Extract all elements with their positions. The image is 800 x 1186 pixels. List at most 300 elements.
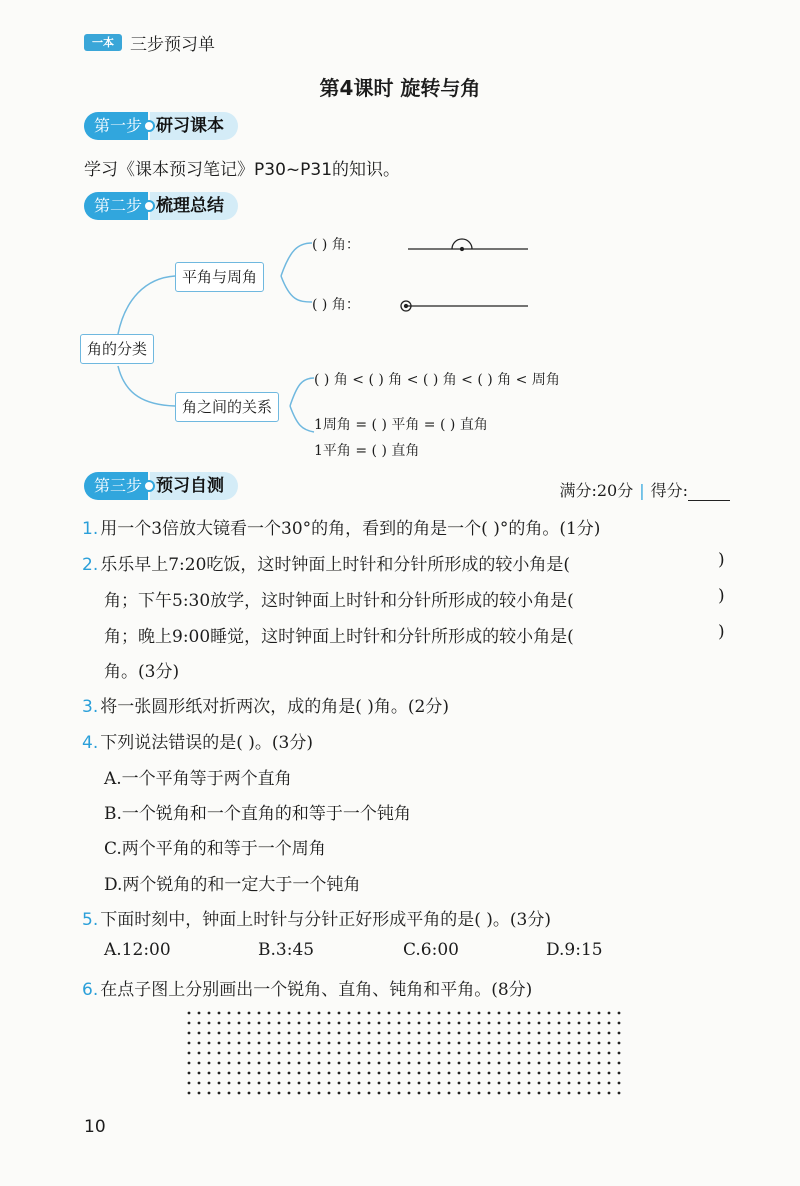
grid-dot[interactable] [488, 1072, 491, 1075]
grid-dot[interactable] [418, 1082, 421, 1085]
grid-dot[interactable] [268, 1092, 271, 1095]
grid-dot[interactable] [578, 1022, 581, 1025]
grid-dot[interactable] [408, 1052, 411, 1055]
grid-dot[interactable] [388, 1032, 391, 1035]
grid-dot[interactable] [438, 1032, 441, 1035]
grid-dot[interactable] [568, 1062, 571, 1065]
grid-dot[interactable] [518, 1022, 521, 1025]
grid-dot[interactable] [508, 1042, 511, 1045]
grid-dot[interactable] [468, 1042, 471, 1045]
grid-dot[interactable] [388, 1052, 391, 1055]
grid-dot[interactable] [598, 1042, 601, 1045]
grid-dot[interactable] [298, 1022, 301, 1025]
grid-dot[interactable] [268, 1062, 271, 1065]
grid-dot[interactable] [188, 1012, 191, 1015]
grid-dot[interactable] [488, 1032, 491, 1035]
grid-dot[interactable] [508, 1062, 511, 1065]
grid-dot[interactable] [518, 1072, 521, 1075]
grid-dot[interactable] [418, 1032, 421, 1035]
grid-dot[interactable] [548, 1092, 551, 1095]
grid-dot[interactable] [188, 1062, 191, 1065]
grid-dot[interactable] [388, 1082, 391, 1085]
grid-dot[interactable] [568, 1092, 571, 1095]
grid-dot[interactable] [498, 1032, 501, 1035]
grid-dot[interactable] [308, 1072, 311, 1075]
grid-dot[interactable] [618, 1012, 621, 1015]
grid-dot[interactable] [538, 1072, 541, 1075]
grid-dot[interactable] [398, 1052, 401, 1055]
grid-dot[interactable] [478, 1042, 481, 1045]
grid-dot[interactable] [608, 1042, 611, 1045]
grid-dot[interactable] [278, 1042, 281, 1045]
grid-dot[interactable] [458, 1042, 461, 1045]
grid-dot[interactable] [378, 1012, 381, 1015]
grid-dot[interactable] [228, 1042, 231, 1045]
grid-dot[interactable] [198, 1042, 201, 1045]
grid-dot[interactable] [478, 1072, 481, 1075]
grid-dot[interactable] [278, 1052, 281, 1055]
grid-dot[interactable] [558, 1012, 561, 1015]
grid-dot[interactable] [598, 1092, 601, 1095]
grid-dot[interactable] [438, 1072, 441, 1075]
grid-dot[interactable] [498, 1042, 501, 1045]
grid-dot[interactable] [228, 1082, 231, 1085]
grid-dot[interactable] [248, 1052, 251, 1055]
grid-dot[interactable] [538, 1042, 541, 1045]
grid-dot[interactable] [388, 1072, 391, 1075]
grid-dot[interactable] [238, 1032, 241, 1035]
grid-dot[interactable] [368, 1072, 371, 1075]
grid-dot[interactable] [218, 1082, 221, 1085]
grid-dot[interactable] [258, 1052, 261, 1055]
grid-dot[interactable] [468, 1032, 471, 1035]
grid-dot[interactable] [208, 1042, 211, 1045]
grid-dot[interactable] [418, 1022, 421, 1025]
grid-dot[interactable] [318, 1082, 321, 1085]
grid-dot[interactable] [398, 1012, 401, 1015]
grid-dot[interactable] [368, 1042, 371, 1045]
grid-dot[interactable] [268, 1072, 271, 1075]
grid-dot[interactable] [188, 1042, 191, 1045]
grid-dot[interactable] [468, 1012, 471, 1015]
grid-dot[interactable] [198, 1012, 201, 1015]
grid-dot[interactable] [478, 1092, 481, 1095]
grid-dot[interactable] [318, 1032, 321, 1035]
grid-dot[interactable] [278, 1022, 281, 1025]
grid-dot[interactable] [618, 1042, 621, 1045]
grid-dot[interactable] [468, 1092, 471, 1095]
grid-dot[interactable] [338, 1022, 341, 1025]
grid-dot[interactable] [198, 1092, 201, 1095]
grid-dot[interactable] [398, 1092, 401, 1095]
grid-dot[interactable] [278, 1082, 281, 1085]
grid-dot[interactable] [528, 1042, 531, 1045]
grid-dot[interactable] [618, 1022, 621, 1025]
grid-dot[interactable] [288, 1052, 291, 1055]
grid-dot[interactable] [438, 1092, 441, 1095]
grid-dot[interactable] [258, 1082, 261, 1085]
grid-dot[interactable] [358, 1032, 361, 1035]
grid-dot[interactable] [538, 1082, 541, 1085]
grid-dot[interactable] [568, 1052, 571, 1055]
grid-dot[interactable] [398, 1022, 401, 1025]
grid-dot[interactable] [548, 1082, 551, 1085]
grid-dot[interactable] [288, 1022, 291, 1025]
grid-dot[interactable] [488, 1012, 491, 1015]
grid-dot[interactable] [378, 1042, 381, 1045]
grid-dot[interactable] [298, 1042, 301, 1045]
grid-dot[interactable] [198, 1032, 201, 1035]
grid-dot[interactable] [258, 1092, 261, 1095]
grid-dot[interactable] [578, 1042, 581, 1045]
grid-dot[interactable] [368, 1052, 371, 1055]
grid-dot[interactable] [388, 1022, 391, 1025]
grid-dot[interactable] [278, 1012, 281, 1015]
grid-dot[interactable] [538, 1012, 541, 1015]
grid-dot[interactable] [428, 1012, 431, 1015]
grid-dot[interactable] [188, 1092, 191, 1095]
grid-dot[interactable] [248, 1092, 251, 1095]
grid-dot[interactable] [408, 1092, 411, 1095]
grid-dot[interactable] [568, 1042, 571, 1045]
grid-dot[interactable] [368, 1032, 371, 1035]
grid-dot[interactable] [238, 1022, 241, 1025]
grid-dot[interactable] [518, 1052, 521, 1055]
grid-dot[interactable] [248, 1012, 251, 1015]
grid-dot[interactable] [378, 1032, 381, 1035]
grid-dot[interactable] [328, 1012, 331, 1015]
grid-dot[interactable] [488, 1052, 491, 1055]
grid-dot[interactable] [458, 1032, 461, 1035]
grid-dot[interactable] [478, 1032, 481, 1035]
grid-dot[interactable] [568, 1072, 571, 1075]
grid-dot[interactable] [428, 1092, 431, 1095]
grid-dot[interactable] [538, 1052, 541, 1055]
grid-dot[interactable] [338, 1082, 341, 1085]
grid-dot[interactable] [588, 1022, 591, 1025]
grid-dot[interactable] [558, 1032, 561, 1035]
grid-dot[interactable] [448, 1042, 451, 1045]
grid-dot[interactable] [558, 1042, 561, 1045]
grid-dot[interactable] [398, 1082, 401, 1085]
grid-dot[interactable] [248, 1022, 251, 1025]
grid-dot[interactable] [548, 1032, 551, 1035]
grid-dot[interactable] [238, 1042, 241, 1045]
grid-dot[interactable] [548, 1022, 551, 1025]
grid-dot[interactable] [318, 1022, 321, 1025]
grid-dot[interactable] [358, 1092, 361, 1095]
grid-dot[interactable] [448, 1012, 451, 1015]
grid-dot[interactable] [228, 1092, 231, 1095]
grid-dot[interactable] [318, 1012, 321, 1015]
grid-dot[interactable] [188, 1022, 191, 1025]
grid-dot[interactable] [268, 1032, 271, 1035]
grid-dot[interactable] [188, 1072, 191, 1075]
grid-dot[interactable] [578, 1062, 581, 1065]
grid-dot[interactable] [498, 1052, 501, 1055]
grid-dot[interactable] [368, 1092, 371, 1095]
grid-dot[interactable] [208, 1012, 211, 1015]
grid-dot[interactable] [428, 1052, 431, 1055]
grid-dot[interactable] [288, 1042, 291, 1045]
grid-dot[interactable] [328, 1032, 331, 1035]
grid-dot[interactable] [508, 1022, 511, 1025]
grid-dot[interactable] [528, 1082, 531, 1085]
grid-dot[interactable] [348, 1062, 351, 1065]
grid-dot[interactable] [428, 1062, 431, 1065]
dot-grid[interactable] [186, 1010, 628, 1098]
grid-dot[interactable] [308, 1082, 311, 1085]
grid-dot[interactable] [408, 1032, 411, 1035]
grid-dot[interactable] [338, 1042, 341, 1045]
grid-dot[interactable] [618, 1082, 621, 1085]
grid-dot[interactable] [228, 1022, 231, 1025]
grid-dot[interactable] [418, 1052, 421, 1055]
grid-dot[interactable] [378, 1072, 381, 1075]
grid-dot[interactable] [298, 1092, 301, 1095]
grid-dot[interactable] [538, 1032, 541, 1035]
grid-dot[interactable] [588, 1072, 591, 1075]
grid-dot[interactable] [608, 1082, 611, 1085]
grid-dot[interactable] [368, 1022, 371, 1025]
grid-dot[interactable] [608, 1052, 611, 1055]
grid-dot[interactable] [488, 1092, 491, 1095]
grid-dot[interactable] [278, 1072, 281, 1075]
grid-dot[interactable] [458, 1012, 461, 1015]
grid-dot[interactable] [398, 1042, 401, 1045]
grid-dot[interactable] [218, 1012, 221, 1015]
grid-dot[interactable] [588, 1012, 591, 1015]
grid-dot[interactable] [448, 1062, 451, 1065]
grid-dot[interactable] [268, 1082, 271, 1085]
grid-dot[interactable] [558, 1072, 561, 1075]
grid-dot[interactable] [208, 1082, 211, 1085]
grid-dot[interactable] [198, 1062, 201, 1065]
grid-dot[interactable] [348, 1022, 351, 1025]
grid-dot[interactable] [378, 1092, 381, 1095]
grid-dot[interactable] [568, 1012, 571, 1015]
grid-dot[interactable] [428, 1072, 431, 1075]
grid-dot[interactable] [508, 1032, 511, 1035]
grid-dot[interactable] [518, 1092, 521, 1095]
grid-dot[interactable] [458, 1072, 461, 1075]
grid-dot[interactable] [598, 1022, 601, 1025]
grid-dot[interactable] [588, 1042, 591, 1045]
grid-dot[interactable] [358, 1072, 361, 1075]
grid-dot[interactable] [458, 1062, 461, 1065]
grid-dot[interactable] [218, 1042, 221, 1045]
grid-dot[interactable] [328, 1072, 331, 1075]
grid-dot[interactable] [358, 1042, 361, 1045]
grid-dot[interactable] [538, 1062, 541, 1065]
grid-dot[interactable] [388, 1062, 391, 1065]
grid-dot[interactable] [228, 1052, 231, 1055]
grid-dot[interactable] [418, 1072, 421, 1075]
grid-dot[interactable] [548, 1072, 551, 1075]
grid-dot[interactable] [368, 1012, 371, 1015]
grid-dot[interactable] [348, 1042, 351, 1045]
grid-dot[interactable] [498, 1062, 501, 1065]
grid-dot[interactable] [298, 1052, 301, 1055]
grid-dot[interactable] [568, 1022, 571, 1025]
grid-dot[interactable] [258, 1062, 261, 1065]
grid-dot[interactable] [408, 1072, 411, 1075]
grid-dot[interactable] [528, 1092, 531, 1095]
grid-dot[interactable] [278, 1032, 281, 1035]
grid-dot[interactable] [218, 1092, 221, 1095]
grid-dot[interactable] [418, 1012, 421, 1015]
grid-dot[interactable] [438, 1012, 441, 1015]
grid-dot[interactable] [338, 1052, 341, 1055]
grid-dot[interactable] [538, 1092, 541, 1095]
grid-dot[interactable] [238, 1082, 241, 1085]
grid-dot[interactable] [408, 1082, 411, 1085]
score-blank[interactable] [688, 484, 730, 501]
grid-dot[interactable] [268, 1012, 271, 1015]
grid-dot[interactable] [448, 1052, 451, 1055]
grid-dot[interactable] [488, 1022, 491, 1025]
grid-dot[interactable] [358, 1052, 361, 1055]
grid-dot[interactable] [528, 1022, 531, 1025]
grid-dot[interactable] [208, 1022, 211, 1025]
grid-dot[interactable] [578, 1082, 581, 1085]
grid-dot[interactable] [498, 1082, 501, 1085]
grid-dot[interactable] [288, 1012, 291, 1015]
grid-dot[interactable] [618, 1032, 621, 1035]
grid-dot[interactable] [298, 1072, 301, 1075]
grid-dot[interactable] [598, 1032, 601, 1035]
grid-dot[interactable] [308, 1012, 311, 1015]
grid-dot[interactable] [468, 1072, 471, 1075]
grid-dot[interactable] [328, 1062, 331, 1065]
grid-dot[interactable] [438, 1082, 441, 1085]
grid-dot[interactable] [498, 1092, 501, 1095]
grid-dot[interactable] [618, 1052, 621, 1055]
grid-dot[interactable] [348, 1052, 351, 1055]
grid-dot[interactable] [308, 1022, 311, 1025]
grid-dot[interactable] [308, 1092, 311, 1095]
grid-dot[interactable] [468, 1022, 471, 1025]
grid-dot[interactable] [268, 1022, 271, 1025]
grid-dot[interactable] [268, 1052, 271, 1055]
grid-dot[interactable] [348, 1082, 351, 1085]
grid-dot[interactable] [238, 1092, 241, 1095]
grid-dot[interactable] [598, 1082, 601, 1085]
grid-dot[interactable] [318, 1052, 321, 1055]
grid-dot[interactable] [238, 1062, 241, 1065]
grid-dot[interactable] [238, 1072, 241, 1075]
grid-dot[interactable] [188, 1082, 191, 1085]
grid-dot[interactable] [318, 1092, 321, 1095]
grid-dot[interactable] [348, 1032, 351, 1035]
grid-dot[interactable] [398, 1062, 401, 1065]
grid-dot[interactable] [468, 1062, 471, 1065]
grid-dot[interactable] [438, 1042, 441, 1045]
grid-dot[interactable] [218, 1072, 221, 1075]
grid-dot[interactable] [378, 1062, 381, 1065]
grid-dot[interactable] [378, 1082, 381, 1085]
grid-dot[interactable] [208, 1062, 211, 1065]
grid-dot[interactable] [558, 1062, 561, 1065]
grid-dot[interactable] [258, 1032, 261, 1035]
grid-dot[interactable] [488, 1082, 491, 1085]
grid-dot[interactable] [368, 1082, 371, 1085]
grid-dot[interactable] [578, 1052, 581, 1055]
grid-dot[interactable] [558, 1092, 561, 1095]
grid-dot[interactable] [218, 1032, 221, 1035]
grid-dot[interactable] [508, 1082, 511, 1085]
grid-dot[interactable] [548, 1062, 551, 1065]
grid-dot[interactable] [358, 1022, 361, 1025]
grid-dot[interactable] [338, 1072, 341, 1075]
grid-dot[interactable] [598, 1072, 601, 1075]
grid-dot[interactable] [328, 1052, 331, 1055]
grid-dot[interactable] [528, 1072, 531, 1075]
grid-dot[interactable] [478, 1062, 481, 1065]
grid-dot[interactable] [448, 1022, 451, 1025]
grid-dot[interactable] [298, 1082, 301, 1085]
grid-dot[interactable] [338, 1012, 341, 1015]
grid-dot[interactable] [618, 1092, 621, 1095]
grid-dot[interactable] [418, 1062, 421, 1065]
grid-dot[interactable] [448, 1092, 451, 1095]
grid-dot[interactable] [228, 1012, 231, 1015]
grid-dot[interactable] [568, 1032, 571, 1035]
grid-dot[interactable] [458, 1052, 461, 1055]
grid-dot[interactable] [548, 1042, 551, 1045]
grid-dot[interactable] [378, 1052, 381, 1055]
grid-dot[interactable] [198, 1072, 201, 1075]
grid-dot[interactable] [318, 1062, 321, 1065]
grid-dot[interactable] [308, 1062, 311, 1065]
grid-dot[interactable] [428, 1022, 431, 1025]
grid-dot[interactable] [288, 1062, 291, 1065]
grid-dot[interactable] [288, 1082, 291, 1085]
grid-dot[interactable] [368, 1062, 371, 1065]
grid-dot[interactable] [588, 1052, 591, 1055]
grid-dot[interactable] [308, 1032, 311, 1035]
grid-dot[interactable] [258, 1022, 261, 1025]
grid-dot[interactable] [358, 1062, 361, 1065]
grid-dot[interactable] [258, 1012, 261, 1015]
grid-dot[interactable] [518, 1032, 521, 1035]
grid-dot[interactable] [428, 1032, 431, 1035]
grid-dot[interactable] [518, 1062, 521, 1065]
grid-dot[interactable] [578, 1092, 581, 1095]
grid-dot[interactable] [228, 1072, 231, 1075]
grid-dot[interactable] [498, 1072, 501, 1075]
grid-dot[interactable] [318, 1042, 321, 1045]
grid-dot[interactable] [548, 1052, 551, 1055]
grid-dot[interactable] [398, 1072, 401, 1075]
grid-dot[interactable] [408, 1062, 411, 1065]
grid-dot[interactable] [438, 1052, 441, 1055]
grid-dot[interactable] [238, 1012, 241, 1015]
grid-dot[interactable] [568, 1082, 571, 1085]
grid-dot[interactable] [338, 1062, 341, 1065]
grid-dot[interactable] [258, 1042, 261, 1045]
grid-dot[interactable] [578, 1012, 581, 1015]
grid-dot[interactable] [448, 1032, 451, 1035]
grid-dot[interactable] [208, 1032, 211, 1035]
grid-dot[interactable] [428, 1082, 431, 1085]
grid-dot[interactable] [328, 1082, 331, 1085]
grid-dot[interactable] [358, 1082, 361, 1085]
grid-dot[interactable] [508, 1012, 511, 1015]
grid-dot[interactable] [428, 1042, 431, 1045]
grid-dot[interactable] [458, 1022, 461, 1025]
grid-dot[interactable] [618, 1072, 621, 1075]
